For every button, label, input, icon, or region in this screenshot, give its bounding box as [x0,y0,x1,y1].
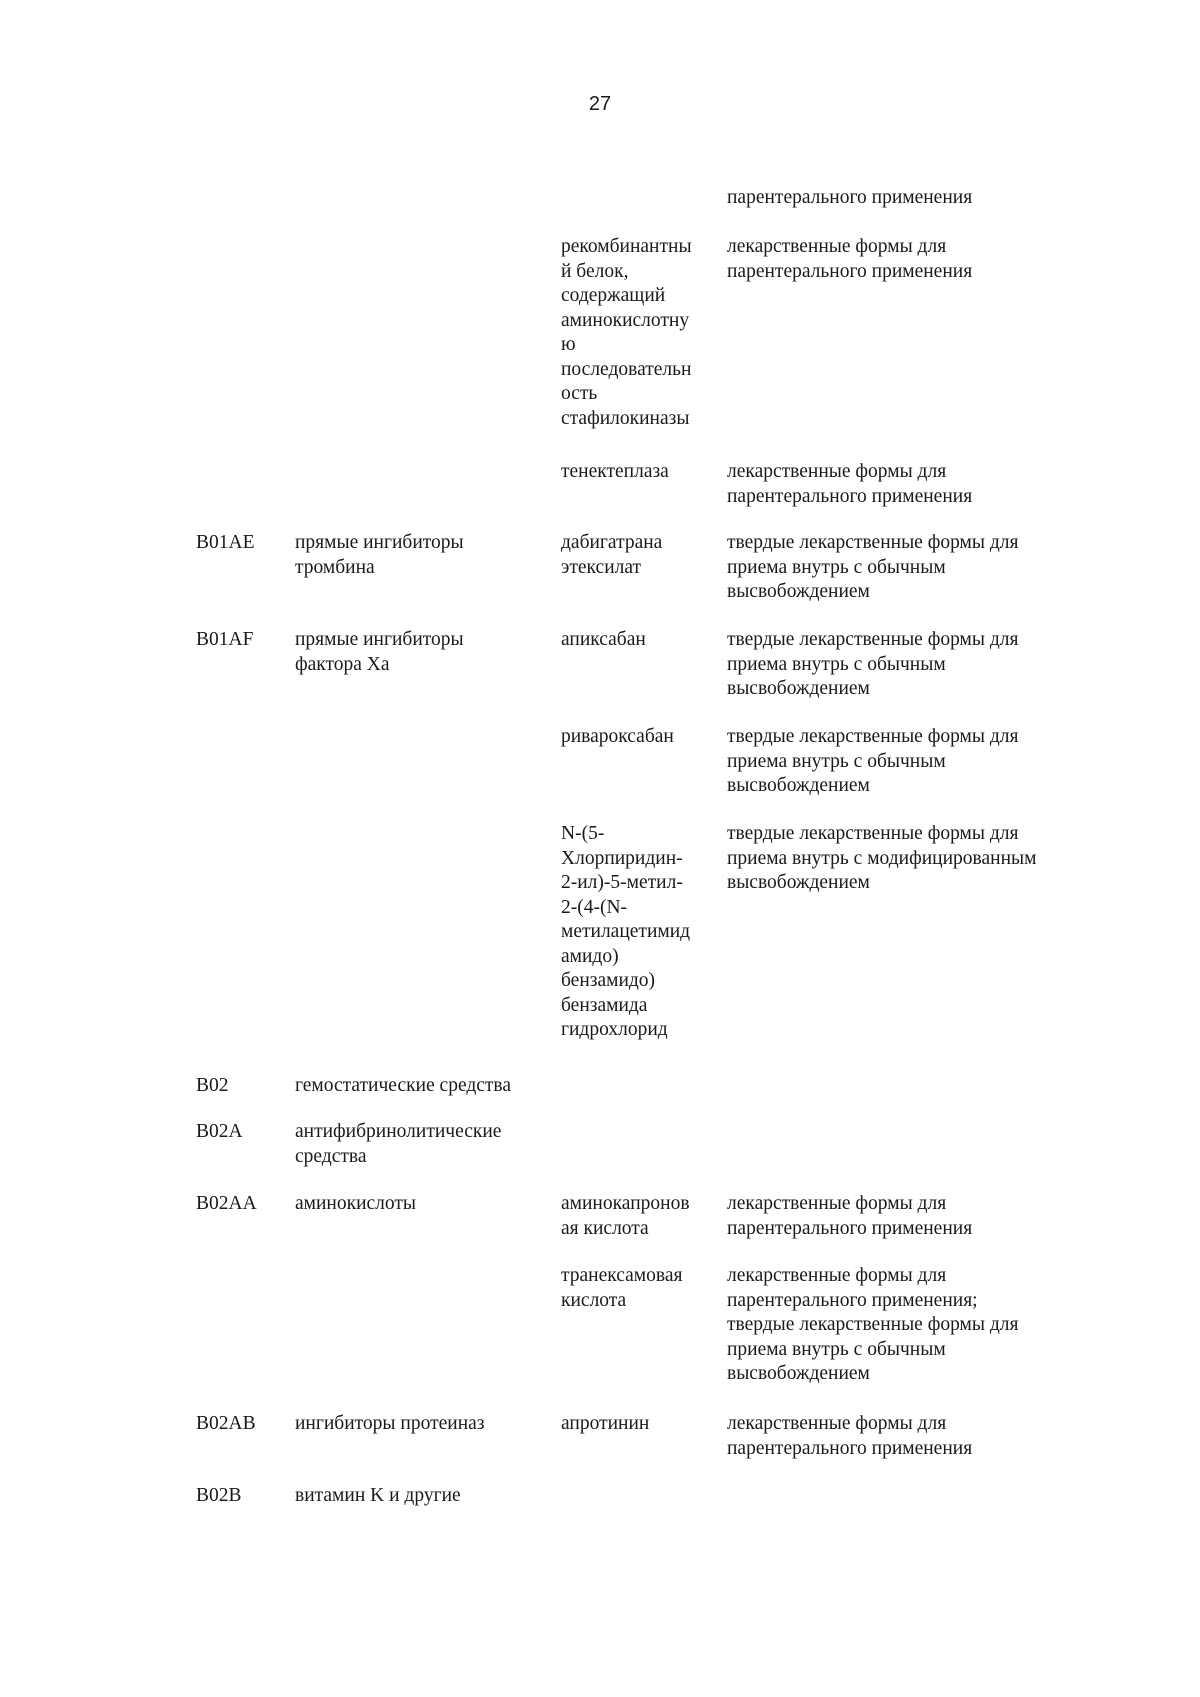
dosage-form: лекарственные формы для парентерального применения [727,461,973,507]
group-name: аминокислоты [295,1193,417,1214]
group-name: прямые ингибиторы фактора Xa [295,629,464,675]
atc-code: B01AF [196,629,254,650]
group-name: витамин K и другие [295,1485,461,1506]
group-name: прямые ингибиторы тромбина [295,532,464,578]
dosage-form: лекарственные формы для парентерального применения [727,1413,973,1459]
dosage-form: твердые лекарственные формы для приема внутрь с обычным высвобождением [727,629,1019,699]
atc-code: B02B [196,1485,242,1506]
dosage-form: твердые лекарственные формы для приема внутрь с модифицированным высвобождением [727,823,1037,893]
dosage-form: парентерального применения [727,187,973,208]
drug-name: ривароксабан [561,726,674,747]
drug-name: апротинин [561,1413,650,1434]
drug-name: транексамовая кислота [561,1265,683,1311]
dosage-form: твердые лекарственные формы для приема внутрь с обычным высвобождением [727,532,1019,602]
drug-name: тенектеплаза [561,461,669,482]
dosage-form: лекарственные формы для парентерального применения; твердые лекарственные формы для приема внутрь с обычным высвобождением [727,1265,1019,1384]
atc-code: B02 [196,1075,229,1096]
dosage-form: лекарственные формы для парентерального применения [727,236,973,282]
page-number: 27 [588,93,612,115]
drug-name: апиксабан [561,629,646,650]
group-name: гемостатические средства [295,1075,512,1096]
atc-code: B01AE [196,532,255,553]
dosage-form: твердые лекарственные формы для приема внутрь с обычным высвобождением [727,726,1019,796]
drug-name: дабигатрана этексилат [561,532,663,578]
group-name: антифибринолитические средства [295,1121,502,1167]
atc-code: B02A [196,1121,243,1142]
drug-name: аминокапронов ая кислота [561,1193,690,1239]
drug-name: N-(5- Хлорпиридин- 2-ил)-5-метил- 2-(4-(N- метилацетимид амидо) бензамидо) бензамида гидрохлорид [561,823,691,1040]
group-name: ингибиторы протеиназ [295,1413,485,1434]
drug-name: рекомбинантны й белок, содержащий аминокислотну ю последовательн ость стафилокиназы [561,236,692,429]
atc-code: B02AB [196,1413,256,1434]
atc-code: B02AA [196,1193,257,1214]
dosage-form: лекарственные формы для парентерального применения [727,1193,973,1239]
